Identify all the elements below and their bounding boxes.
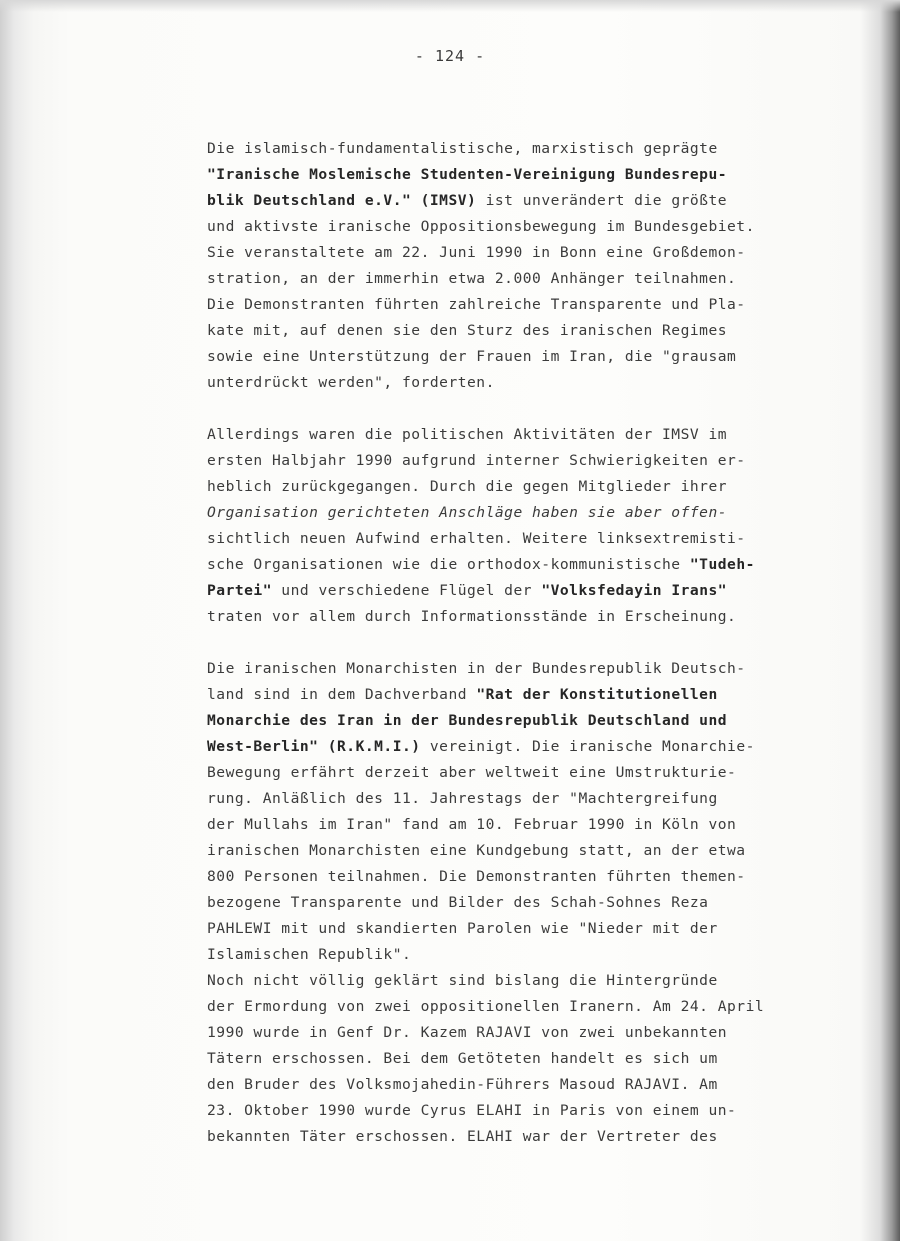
bold-text-segment: West-Berlin" (R.K.M.I.) [207,738,421,755]
text-line [207,994,847,1020]
text-line [207,370,847,396]
text-line [207,682,847,708]
bold-text-segment: Partei" [207,582,273,599]
page-number: - 124 - [414,47,486,65]
text-line [207,1124,847,1150]
text-line [207,188,847,214]
text-segment: Sie veranstaltete am 22. Juni 1990 in Bonn eine Großdemon- [207,244,746,261]
text-line [207,864,847,890]
bold-text-segment: "Volksfedayin Irans" [541,582,728,599]
text-line [207,812,847,838]
text-segment: Die iranischen Monarchisten in der Bundesrepublik Deutsch- [207,660,746,677]
text-line [207,266,847,292]
text-segment: 1990 wurde in Genf Dr. Kazem RAJAVI von zwei unbekannten [207,1024,728,1041]
text-segment: unterdrückt werden", forderten. [207,374,495,391]
text-segment: ersten Halbjahr 1990 aufgrund interner Schwierigkeiten er- [207,452,746,469]
text-segment: sichtlich neuen Aufwind erhalten. Weitere linksextremisti- [207,530,746,547]
text-line [207,838,847,864]
text-segment: Bewegung erfährt derzeit aber weltweit eine Umstrukturie- [207,764,737,781]
text-segment: Islamischen Republik". [207,946,412,963]
text-line [207,526,847,552]
text-segment: kate mit, auf denen sie den Sturz des iranischen Regimes [207,322,728,339]
text-line [207,1098,847,1124]
italic-text-segment: Organisation gerichteten Anschläge haben sie aber offen- [207,504,728,521]
text-segment: den Bruder des Volksmojahedin-Führers Masoud RAJAVI. Am [207,1076,718,1093]
text-segment: und verschiedene Flügel der [272,582,542,599]
text-segment: rung. Anläßlich des 11. Jahrestags der "Machtergreifung [207,790,718,807]
text-line [207,942,847,968]
text-segment: und aktivste iranische Oppositionsbewegung im Bundesgebiet. [207,218,755,235]
page-top-edge [0,0,900,12]
bold-text-segment: "Iranische Moslemische Studenten-Vereinigung Bundesrepu- [207,166,728,183]
text-segment: 800 Personen teilnahmen. Die Demonstranten führten themen- [207,868,746,885]
paragraph-4 [207,968,847,1150]
text-segment: Noch nicht völlig geklärt sind bislang die Hintergründe [207,972,718,989]
text-line [207,318,847,344]
text-segment: ist unverändert die größte [476,192,728,209]
text-line [207,916,847,942]
text-line [207,344,847,370]
text-segment: stration, an der immerhin etwa 2.000 Anhänger teilnahmen. [207,270,737,287]
bold-text-segment: blik Deutschland e.V." (IMSV) [207,192,477,209]
text-segment: Die islamisch-fundamentalistische, marxistisch geprägte [207,140,718,157]
text-line [207,604,847,630]
text-line [207,474,847,500]
text-segment: Die Demonstranten führten zahlreiche Transparente und Pla- [207,296,746,313]
text-line [207,968,847,994]
text-line [207,500,847,526]
text-segment: vereinigt. Die iranische Monarchie- [420,738,755,755]
text-line [207,1046,847,1072]
text-line [207,734,847,760]
text-segment: sowie eine Unterstützung der Frauen im Iran, die "grausam [207,348,737,365]
text-line [207,578,847,604]
text-segment: Tätern erschossen. Bei dem Getöteten handelt es sich um [207,1050,718,1067]
text-line [207,760,847,786]
text-segment: sche Organisationen wie die orthodox-kommunistische [207,556,690,573]
bold-text-segment: "Rat der Konstitutionellen [476,686,718,703]
text-line [207,1072,847,1098]
text-segment: traten vor allem durch Informationsstände in Erscheinung. [207,608,737,625]
text-segment: land sind in dem Dachverband [207,686,477,703]
text-line [207,890,847,916]
paragraph-1 [207,136,847,396]
text-line [207,552,847,578]
text-line [207,786,847,812]
paragraph-3 [207,656,847,968]
paragraph-2 [207,422,847,630]
text-line [207,1020,847,1046]
text-segment: Allerdings waren die politischen Aktivitäten der IMSV im [207,426,728,443]
text-segment: bezogene Transparente und Bilder des Schah-Sohnes Reza [207,894,709,911]
text-segment: PAHLEWI mit und skandierten Parolen wie "Nieder mit der [207,920,718,937]
text-line [207,292,847,318]
bold-text-segment: Monarchie des Iran in der Bundesrepublik Deutschland und [207,712,728,729]
text-line [207,214,847,240]
text-line [207,422,847,448]
text-segment: bekannten Täter erschossen. ELAHI war der Vertreter des [207,1128,718,1145]
text-line [207,136,847,162]
text-line [207,708,847,734]
text-segment: der Ermordung von zwei oppositionellen Iranern. Am 24. April [207,998,765,1015]
text-segment: heblich zurückgegangen. Durch die gegen Mitglieder ihrer [207,478,728,495]
text-segment: der Mullahs im Iran" fand am 10. Februar 1990 in Köln von [207,816,737,833]
document-body [207,136,847,1150]
text-line [207,162,847,188]
bold-text-segment: "Tudeh- [689,556,755,573]
text-line [207,240,847,266]
text-line [207,656,847,682]
text-segment: 23. Oktober 1990 wurde Cyrus ELAHI in Paris von einem un- [207,1102,737,1119]
text-segment: iranischen Monarchisten eine Kundgebung statt, an der etwa [207,842,746,859]
text-line [207,448,847,474]
